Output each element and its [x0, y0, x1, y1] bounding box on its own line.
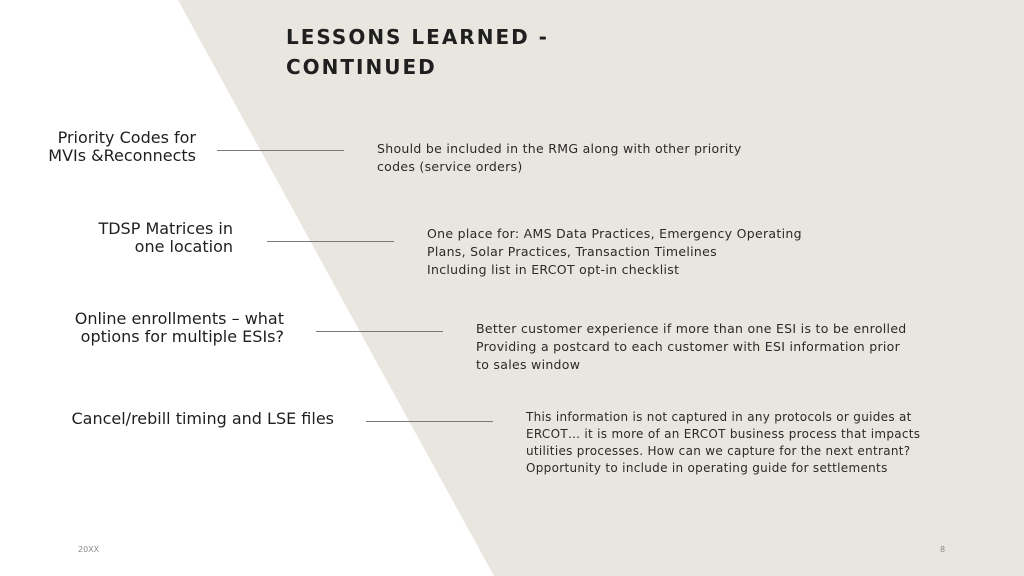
item-description-line: utilities processes. How can we capture for the next entrant?: [526, 444, 911, 458]
item-label-line: Priority Codes for: [57, 128, 196, 147]
slide-title: [286, 22, 686, 82]
item-label-line: MVIs &Reconnects: [48, 146, 196, 165]
page-number: 8: [940, 545, 946, 554]
item-description-cancel-rebill: [526, 409, 920, 477]
item-label-line: Cancel/rebill timing and LSE files: [71, 409, 334, 428]
item-description-line: Providing a postcard to each customer with ESI information prior: [476, 339, 901, 354]
item-description-online-enrollments: [476, 320, 907, 374]
item-label-line: TDSP Matrices in: [98, 219, 233, 238]
item-description-priority-codes: [377, 140, 742, 176]
item-label-line: one location: [134, 237, 233, 256]
slide-title-line-2: CONTINUED: [286, 55, 437, 79]
item-description-line: This information is not captured in any protocols or guides at: [526, 410, 912, 424]
item-label-cancel-rebill: [71, 410, 334, 428]
item-label-tdsp-matrices: [98, 220, 233, 256]
connector-line: [267, 241, 394, 242]
item-description-tdsp-matrices: [427, 225, 802, 279]
item-description-line: ERCOT… it is more of an ERCOT business process that impacts: [526, 427, 921, 441]
item-description-line: Better customer experience if more than one ESI is to be enrolled: [476, 321, 907, 336]
footer-date: 20XX: [78, 545, 100, 554]
connector-line: [316, 331, 443, 332]
item-description-line: Plans, Solar Practices, Transaction Timelines: [427, 244, 717, 259]
connector-line: [217, 150, 344, 151]
item-label-online-enrollments: [75, 310, 284, 346]
item-description-line: Including list in ERCOT opt-in checklist: [427, 262, 680, 277]
item-description-line: to sales window: [476, 357, 581, 372]
item-description-line: One place for: AMS Data Practices, Emergency Operating: [427, 226, 802, 241]
item-description-line: Opportunity to include in operating guide for settlements: [526, 461, 888, 475]
item-label-line: options for multiple ESIs?: [80, 327, 284, 346]
item-description-line: codes (service orders): [377, 159, 523, 174]
item-description-line: Should be included in the RMG along with other priority: [377, 141, 742, 156]
item-label-line: Online enrollments – what: [74, 309, 284, 328]
connector-line: [366, 421, 493, 422]
slide-title-line-1: LESSONS LEARNED -: [286, 25, 549, 49]
item-label-priority-codes: [48, 129, 196, 165]
